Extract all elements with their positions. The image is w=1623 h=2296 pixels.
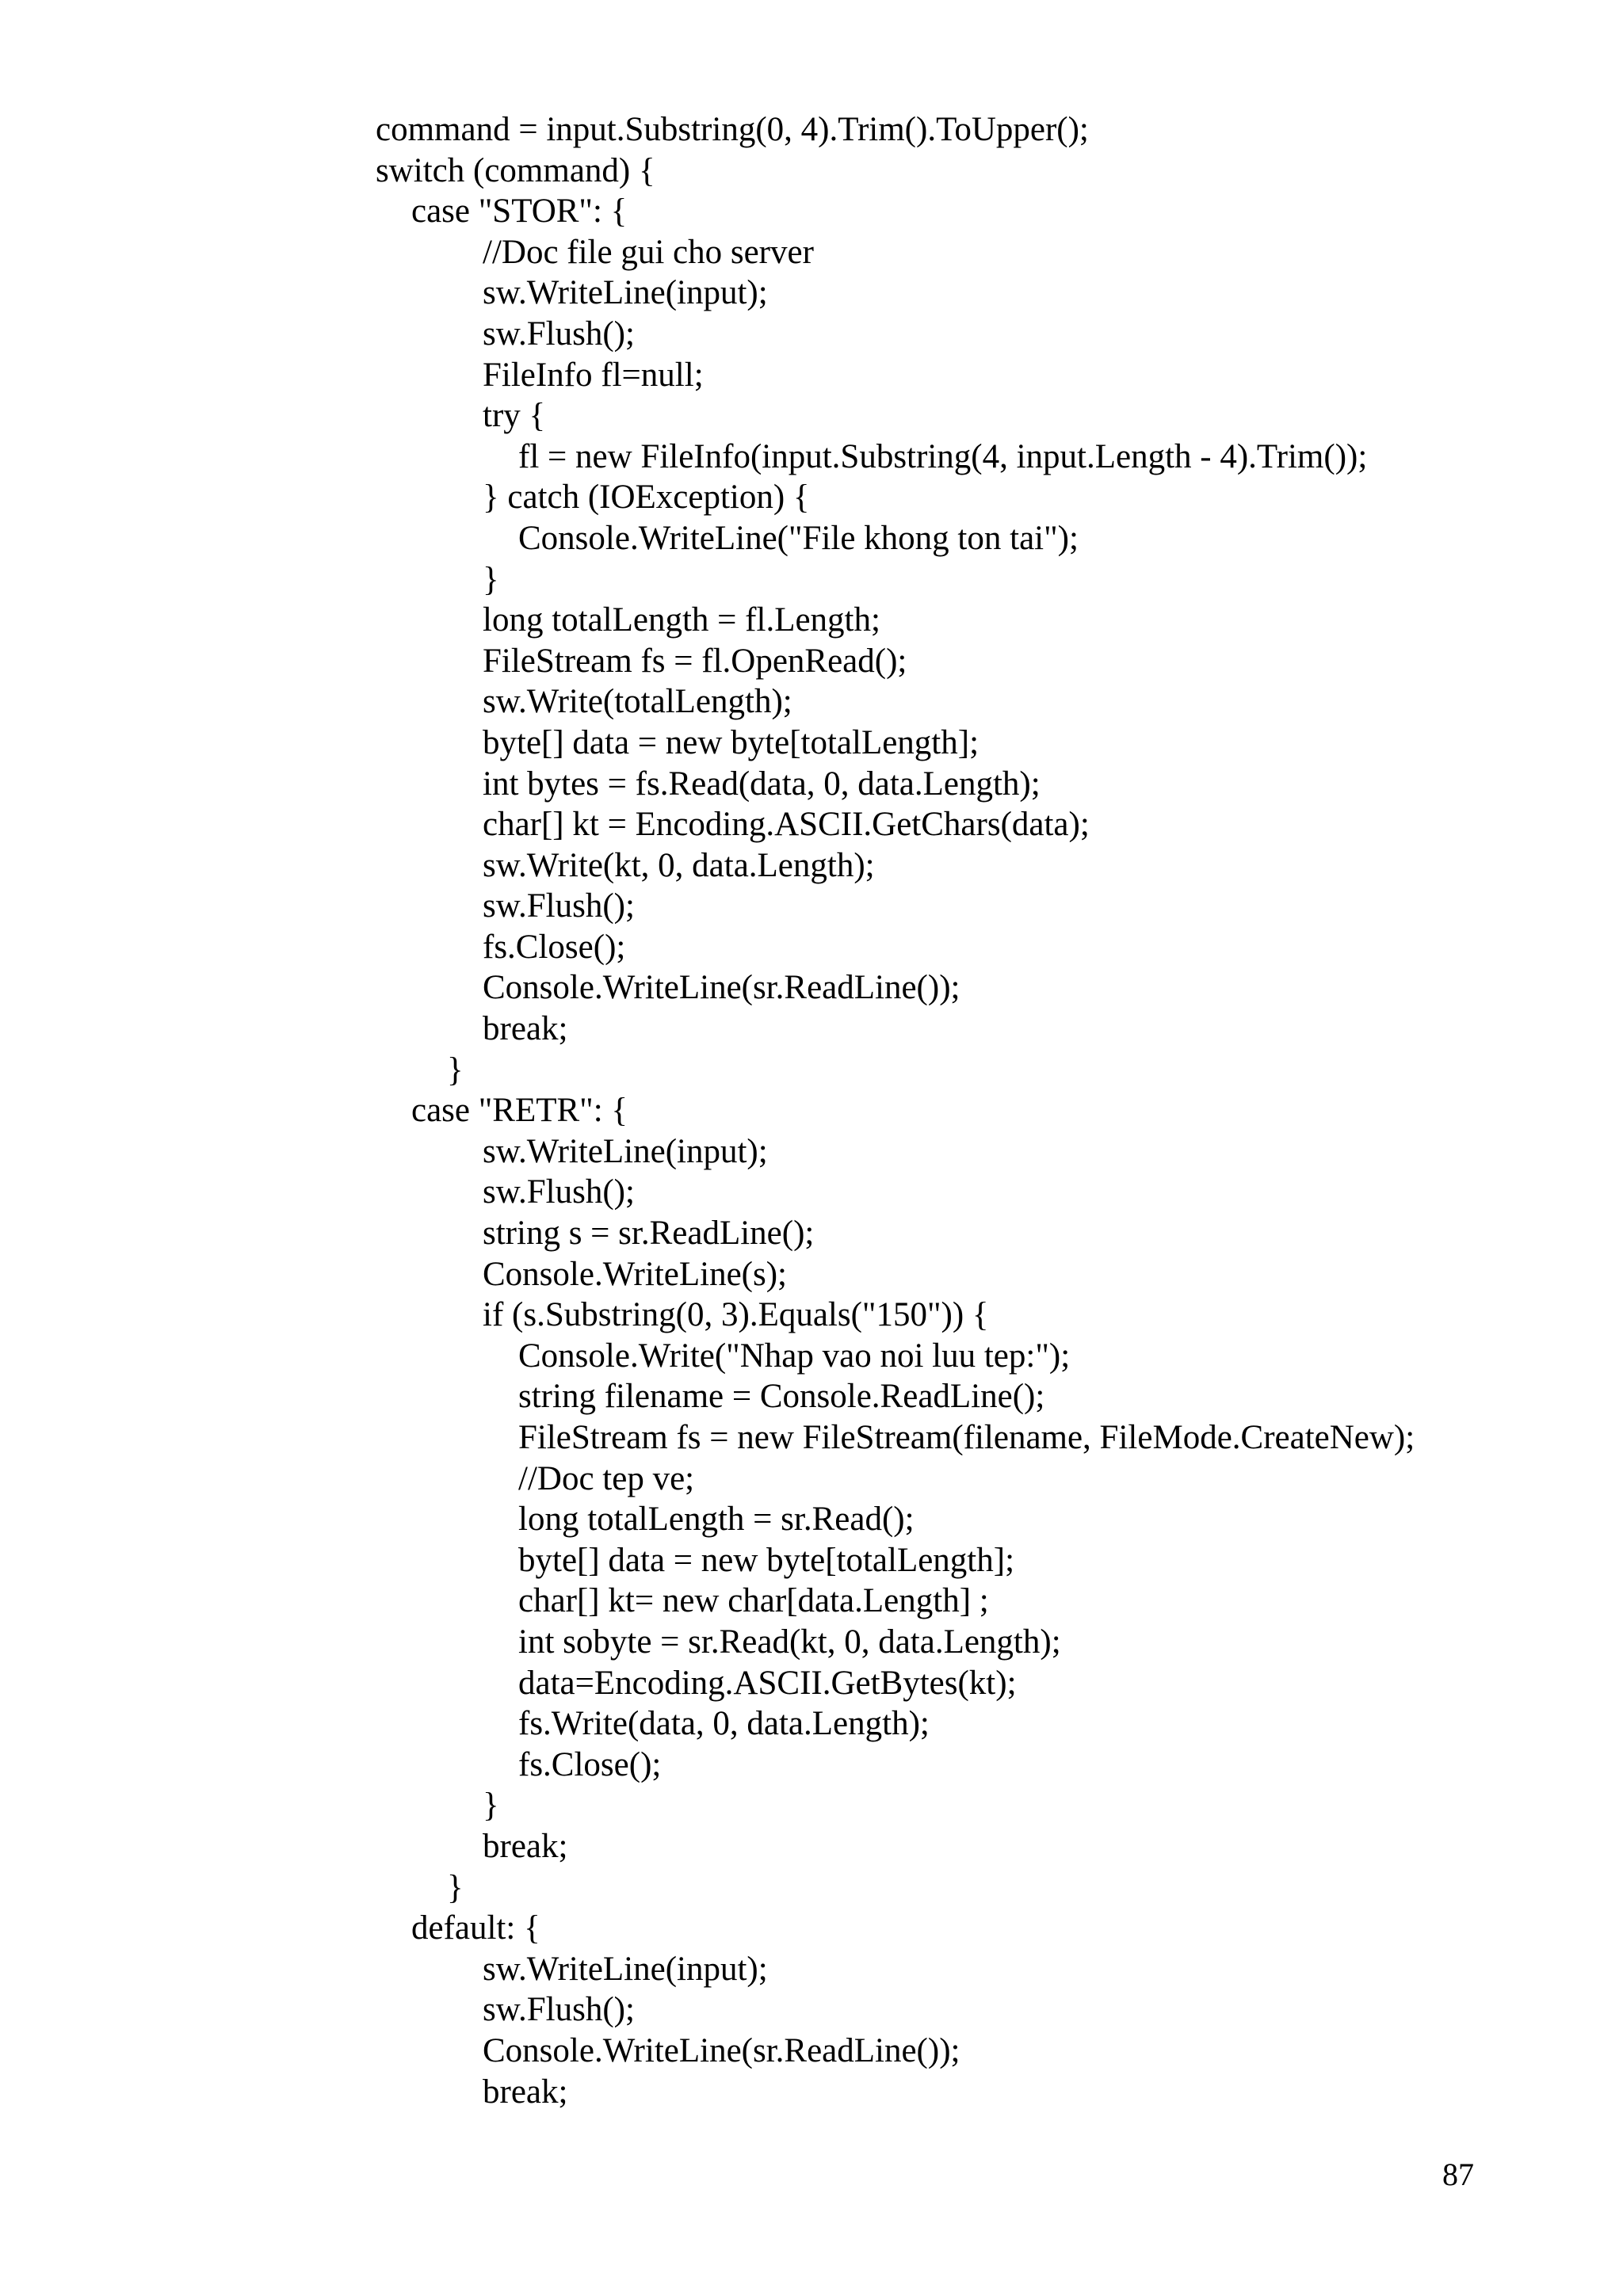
- code-line: data=Encoding.ASCII.GetBytes(kt);: [518, 1664, 1017, 1702]
- code-line: FileStream fs = fl.OpenRead();: [483, 642, 907, 680]
- code-line: Console.WriteLine("File khong ton tai");: [518, 519, 1079, 557]
- code-line: }: [447, 1868, 464, 1906]
- code-line: Console.WriteLine(s);: [483, 1255, 787, 1293]
- code-line: try {: [483, 397, 546, 435]
- code-line: break;: [483, 1827, 568, 1865]
- code-line: sw.Write(totalLength);: [483, 683, 792, 721]
- code-line: sw.WriteLine(input);: [483, 1950, 768, 1988]
- code-line: FileStream fs = new FileStream(filename, FileMode.CreateNew);: [518, 1419, 1415, 1456]
- code-line: sw.WriteLine(input);: [483, 274, 768, 312]
- code-line: byte[] data = new byte[totalLength];: [483, 723, 980, 761]
- code-line: sw.Flush();: [483, 1173, 635, 1211]
- code-line: case "RETR": {: [411, 1092, 628, 1130]
- code-line: } catch (IOException) {: [483, 479, 810, 517]
- code-line: sw.WriteLine(input);: [483, 1132, 768, 1170]
- code-line: long totalLength = fl.Length;: [483, 601, 880, 639]
- code-line: break;: [483, 2073, 568, 2111]
- code-line: FileInfo fl=null;: [483, 356, 704, 394]
- code-line: case "STOR": {: [411, 193, 628, 231]
- code-line: }: [447, 1051, 464, 1089]
- code-line: char[] kt= new char[data.Length] ;: [518, 1582, 989, 1620]
- code-line: if (s.Substring(0, 3).Equals("150")) {: [483, 1296, 989, 1334]
- code-line: Console.WriteLine(sr.ReadLine());: [483, 969, 960, 1007]
- code-line: //Doc tep ve;: [518, 1459, 695, 1497]
- code-line: command = input.Substring(0, 4).Trim().ToUpper();: [376, 111, 1089, 148]
- code-line: sw.Flush();: [483, 887, 635, 925]
- page-number: 87: [1442, 2157, 1474, 2192]
- code-line: byte[] data = new byte[totalLength];: [518, 1541, 1015, 1579]
- code-line: }: [483, 1787, 499, 1825]
- code-line: string s = sr.ReadLine();: [483, 1215, 815, 1253]
- code-line: string filename = Console.ReadLine();: [518, 1378, 1045, 1416]
- code-line: Console.Write("Nhap vao noi luu tep:");: [518, 1337, 1071, 1375]
- code-line: sw.Write(kt, 0, data.Length);: [483, 846, 875, 884]
- code-line: }: [483, 560, 499, 598]
- code-line: fl = new FileInfo(input.Substring(4, input.Length - 4).Trim());: [518, 437, 1368, 475]
- code-line: Console.WriteLine(sr.ReadLine());: [483, 2031, 960, 2069]
- code-line: fs.Write(data, 0, data.Length);: [518, 1705, 930, 1743]
- code-line: int sobyte = sr.Read(kt, 0, data.Length);: [518, 1623, 1061, 1661]
- code-line: char[] kt = Encoding.ASCII.GetChars(data);: [483, 806, 1090, 844]
- code-line: default: {: [411, 1909, 540, 1947]
- code-line: long totalLength = sr.Read();: [518, 1501, 915, 1539]
- code-line: //Doc file gui cho server: [483, 233, 814, 271]
- code-line: fs.Close();: [483, 928, 626, 966]
- code-line: switch (command) {: [376, 151, 655, 189]
- code-line: break;: [483, 1010, 568, 1048]
- code-line: int bytes = fs.Read(data, 0, data.Length);: [483, 765, 1041, 803]
- code-line: sw.Flush();: [483, 315, 635, 353]
- code-line: fs.Close();: [518, 1745, 662, 1783]
- code-listing: [376, 109, 1596, 2112]
- code-line: sw.Flush();: [483, 1991, 635, 2029]
